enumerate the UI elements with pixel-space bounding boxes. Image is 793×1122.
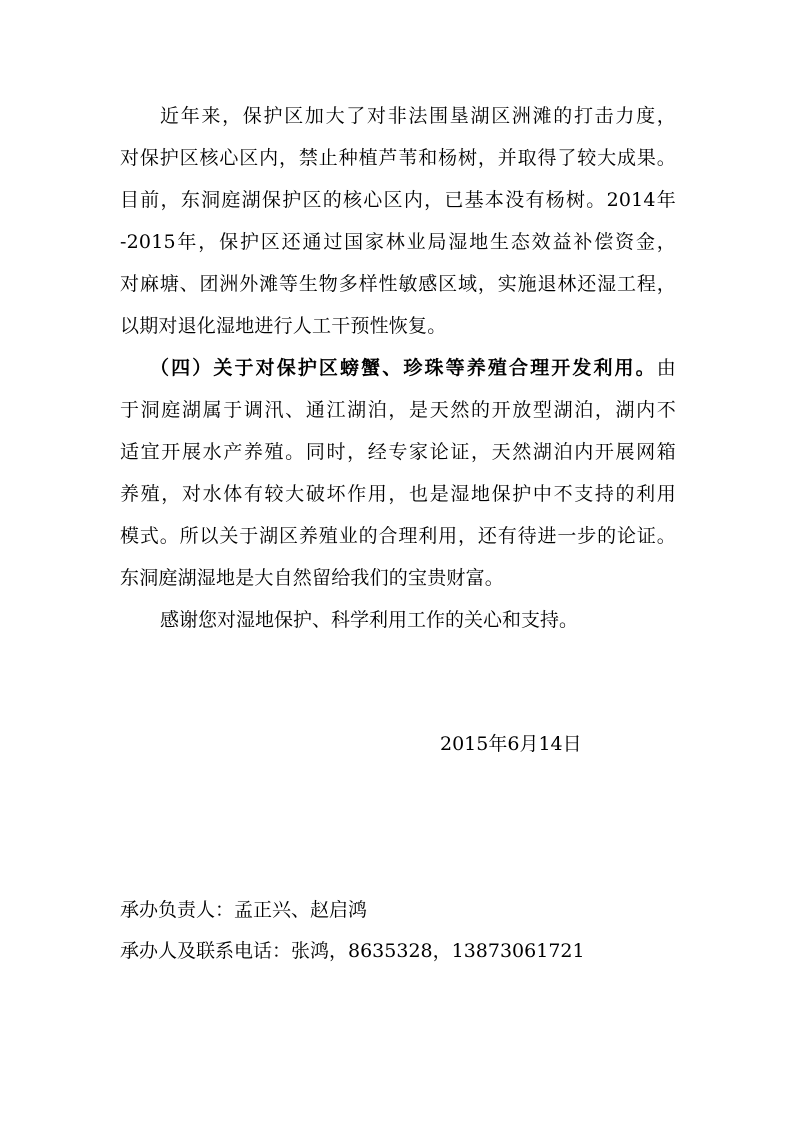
paragraph-1-line-2: 对保护区核心区内，禁止种植芦苇和杨树，并取得了较大成果。 — [120, 147, 676, 169]
closing-sentence: 感谢您对湿地保护、科学利用工作的关心和支持。 — [160, 609, 579, 631]
paragraph-2-line-6: 东洞庭湖湿地是大自然留给我们的宝贵财富。 — [120, 567, 505, 589]
paragraph-1-line-3: 目前，东洞庭湖保护区的核心区内，已基本没有杨树。2014年 — [120, 189, 676, 211]
section-heading-tail: 由 — [656, 357, 676, 379]
paragraph-2-line-1 — [150, 353, 676, 383]
responsible-persons: 承办负责人：孟正兴、赵启鸿 — [120, 899, 368, 921]
paragraph-1-line-1: 近年来，保护区加大了对非法围垦湖区洲滩的打击力度， — [160, 105, 676, 127]
document-date: 2015年6月14日 — [440, 733, 582, 755]
paragraph-1-line-4: -2015年，保护区还通过国家林业局湿地生态效益补偿资金， — [120, 231, 676, 253]
paragraph-2-line-5: 模式。所以关于湖区养殖业的合理利用，还有待进一步的论证。 — [120, 525, 676, 547]
paragraph-1-line-5: 对麻塘、团洲外滩等生物多样性敏感区域，实施退林还湿工程， — [120, 273, 676, 295]
paragraph-2-line-3: 适宜开展水产养殖。同时，经专家论证，天然湖泊内开展网箱 — [120, 441, 676, 463]
paragraph-1-line-6: 以期对退化湿地进行人工干预性恢复。 — [120, 315, 447, 337]
section-heading: （四）关于对保护区螃蟹、珍珠等养殖合理开发利用。 — [150, 357, 657, 379]
contact-info: 承办人及联系电话：张鸿，8635328，13873061721 — [120, 940, 585, 962]
paragraph-2-line-4: 养殖，对水体有较大破坏作用，也是湿地保护中不支持的利用 — [120, 483, 676, 505]
paragraph-2-line-2: 于洞庭湖属于调汛、通江湖泊，是天然的开放型湖泊，湖内不 — [120, 399, 676, 421]
